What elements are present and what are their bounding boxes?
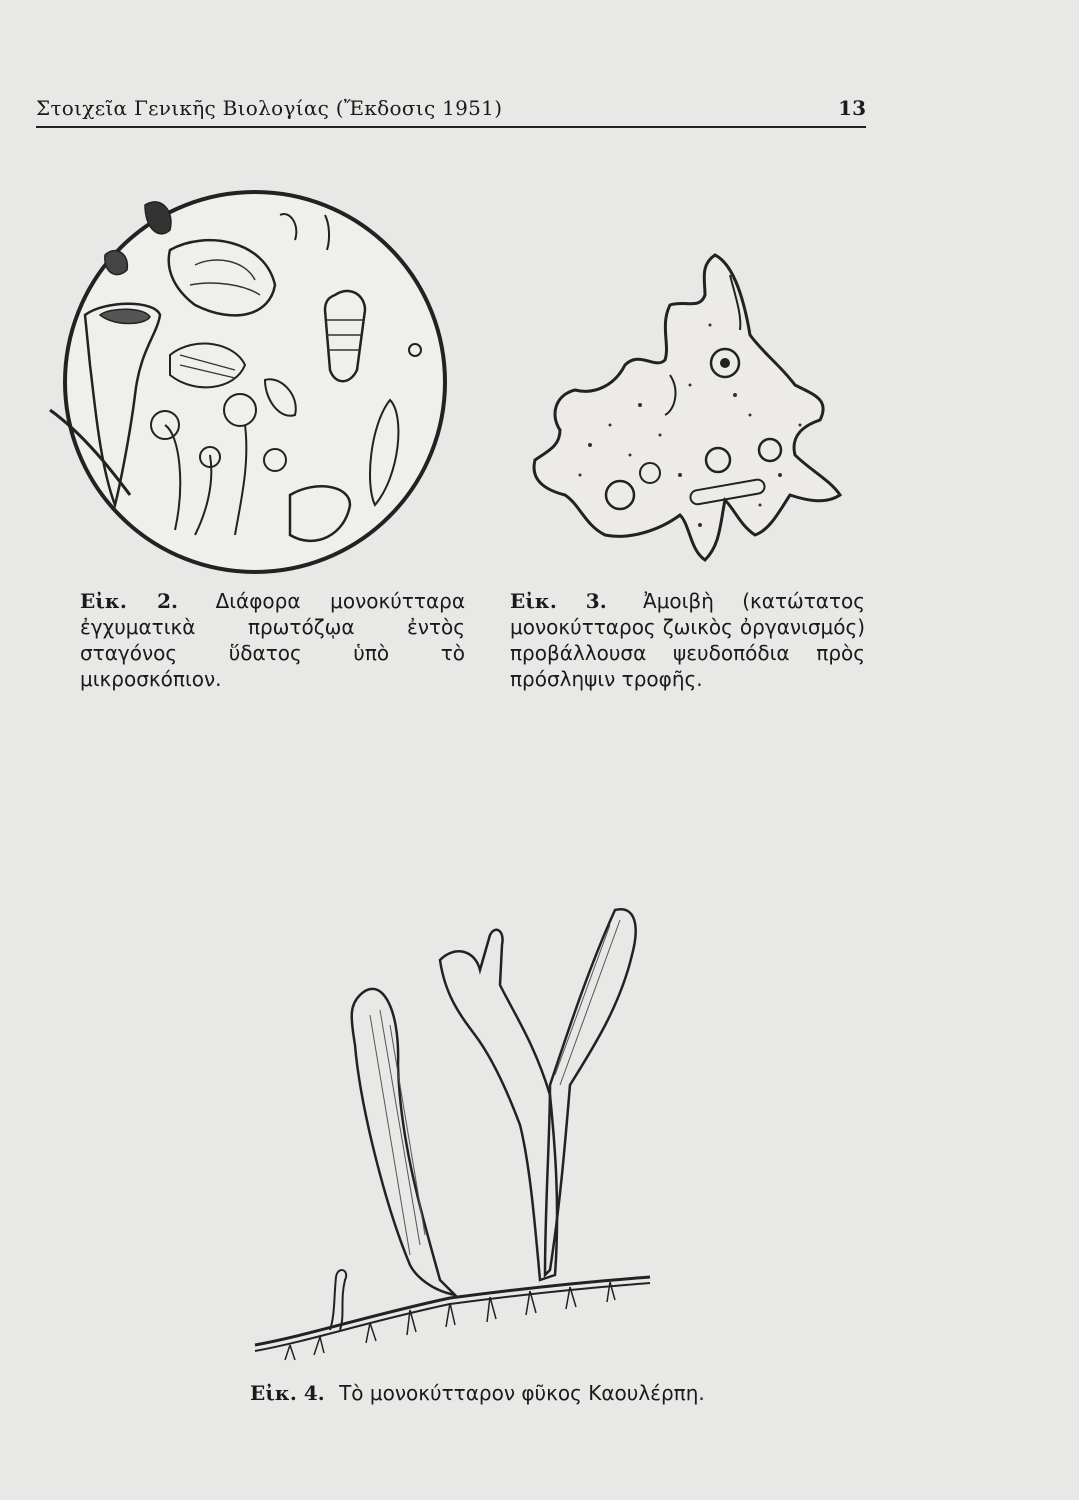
figure-3-number: Εἰκ. 3. bbox=[510, 589, 607, 613]
figure-3-caption bbox=[510, 588, 865, 692]
figure-4-text: Τὸ μονοκύτταρον φῦκος Καουλέρπη. bbox=[339, 1381, 705, 1405]
caulerpa-alga-illustration bbox=[250, 905, 710, 1375]
page-number: 13 bbox=[838, 96, 866, 120]
figure-3-text: Ἀμοιβὴ (κατώτατος μονοκύτταρος ζωικὸς ὀργανισμός) προβάλλουσα ψευδοπόδια πρὸς πρόσληψιν τροφῆς. bbox=[510, 589, 865, 691]
figure-2-number: Εἰκ. 2. bbox=[80, 589, 178, 613]
book-title: Στοιχεῖα Γενικῆς Βιολογίας (Ἔκδοσις 1951) bbox=[36, 96, 503, 120]
figure-2-caption bbox=[80, 588, 465, 692]
amoeba-illustration bbox=[520, 245, 850, 570]
protozoa-microscope-illustration bbox=[45, 185, 465, 580]
figure-2-text: Διάφορα μονοκύτταρα ἐγχυματικὰ πρωτόζῳα ἐντὸς σταγόνος ὕδατος ὑπὸ τὸ μικροσκόπιον. bbox=[80, 589, 465, 691]
running-header bbox=[36, 96, 866, 128]
figure-4-caption bbox=[250, 1380, 770, 1406]
figure-4-number: Εἰκ. 4. bbox=[250, 1381, 325, 1405]
